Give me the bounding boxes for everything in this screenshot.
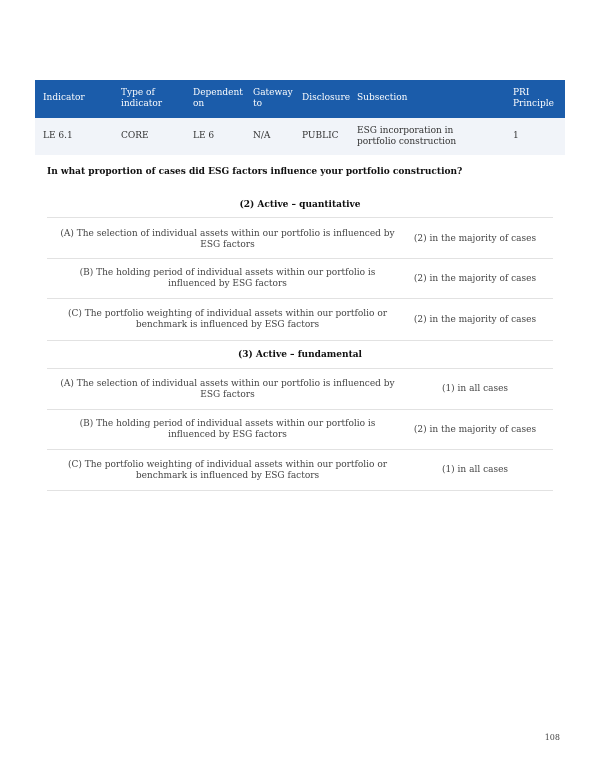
header-dependent-on: Dependent on bbox=[193, 88, 243, 109]
row-indicator: LE 6.1 bbox=[43, 131, 73, 141]
divider bbox=[47, 368, 553, 369]
divider bbox=[47, 258, 553, 259]
divider bbox=[47, 409, 553, 410]
section-title-fundamental: (3) Active – fundamental bbox=[238, 350, 362, 360]
header-gateway-to: Gateway to bbox=[253, 88, 293, 109]
divider bbox=[47, 490, 553, 491]
item-answer: (2) in the majority of cases bbox=[413, 274, 537, 284]
page-number: 108 bbox=[544, 733, 560, 742]
divider bbox=[47, 340, 553, 341]
row-subsection: ESG incorporation in portfolio construction bbox=[357, 126, 457, 147]
divider bbox=[47, 298, 553, 299]
row-type-of-indicator: CORE bbox=[121, 131, 149, 141]
item-label: (C) The portfolio weighting of individual assets within our portfolio or benchmark is influenced by ESG factors bbox=[67, 309, 388, 330]
item-answer: (1) in all cases bbox=[441, 465, 509, 475]
item-label: (A) The selection of individual assets within our portfolio is influenced by ESG factors bbox=[60, 229, 395, 250]
divider bbox=[47, 217, 553, 218]
question-text: In what proportion of cases did ESG factors influence your portfolio construction? bbox=[47, 167, 463, 177]
item-label: (C) The portfolio weighting of individual assets within our portfolio or benchmark is influenced by ESG factors bbox=[67, 460, 388, 481]
header-indicator: Indicator bbox=[43, 93, 85, 103]
item-answer: (2) in the majority of cases bbox=[413, 425, 537, 435]
header-disclosure: Disclosure bbox=[302, 93, 351, 103]
row-dependent-on: LE 6 bbox=[193, 131, 215, 141]
row-pri-principle: 1 bbox=[513, 131, 519, 141]
item-label: (A) The selection of individual assets within our portfolio is influenced by ESG factors bbox=[60, 379, 395, 400]
row-disclosure: PUBLIC bbox=[302, 131, 339, 141]
header-type-of-indicator: Type of indicator bbox=[121, 88, 163, 109]
indicator-header bbox=[35, 80, 565, 118]
item-label: (B) The holding period of individual assets within our portfolio is influenced by ESG factors bbox=[79, 419, 376, 440]
item-answer: (1) in all cases bbox=[441, 384, 509, 394]
item-answer: (2) in the majority of cases bbox=[413, 315, 537, 325]
section-title-quantitative: (2) Active – quantitative bbox=[239, 200, 361, 210]
item-answer: (2) in the majority of cases bbox=[413, 234, 537, 244]
header-subsection: Subsection bbox=[357, 93, 408, 103]
item-label: (B) The holding period of individual assets within our portfolio is influenced by ESG factors bbox=[79, 268, 376, 289]
row-gateway-to: N/A bbox=[253, 131, 271, 141]
indicator-row bbox=[35, 118, 565, 155]
header-pri-principle: PRI Principle bbox=[513, 88, 554, 109]
divider bbox=[47, 449, 553, 450]
